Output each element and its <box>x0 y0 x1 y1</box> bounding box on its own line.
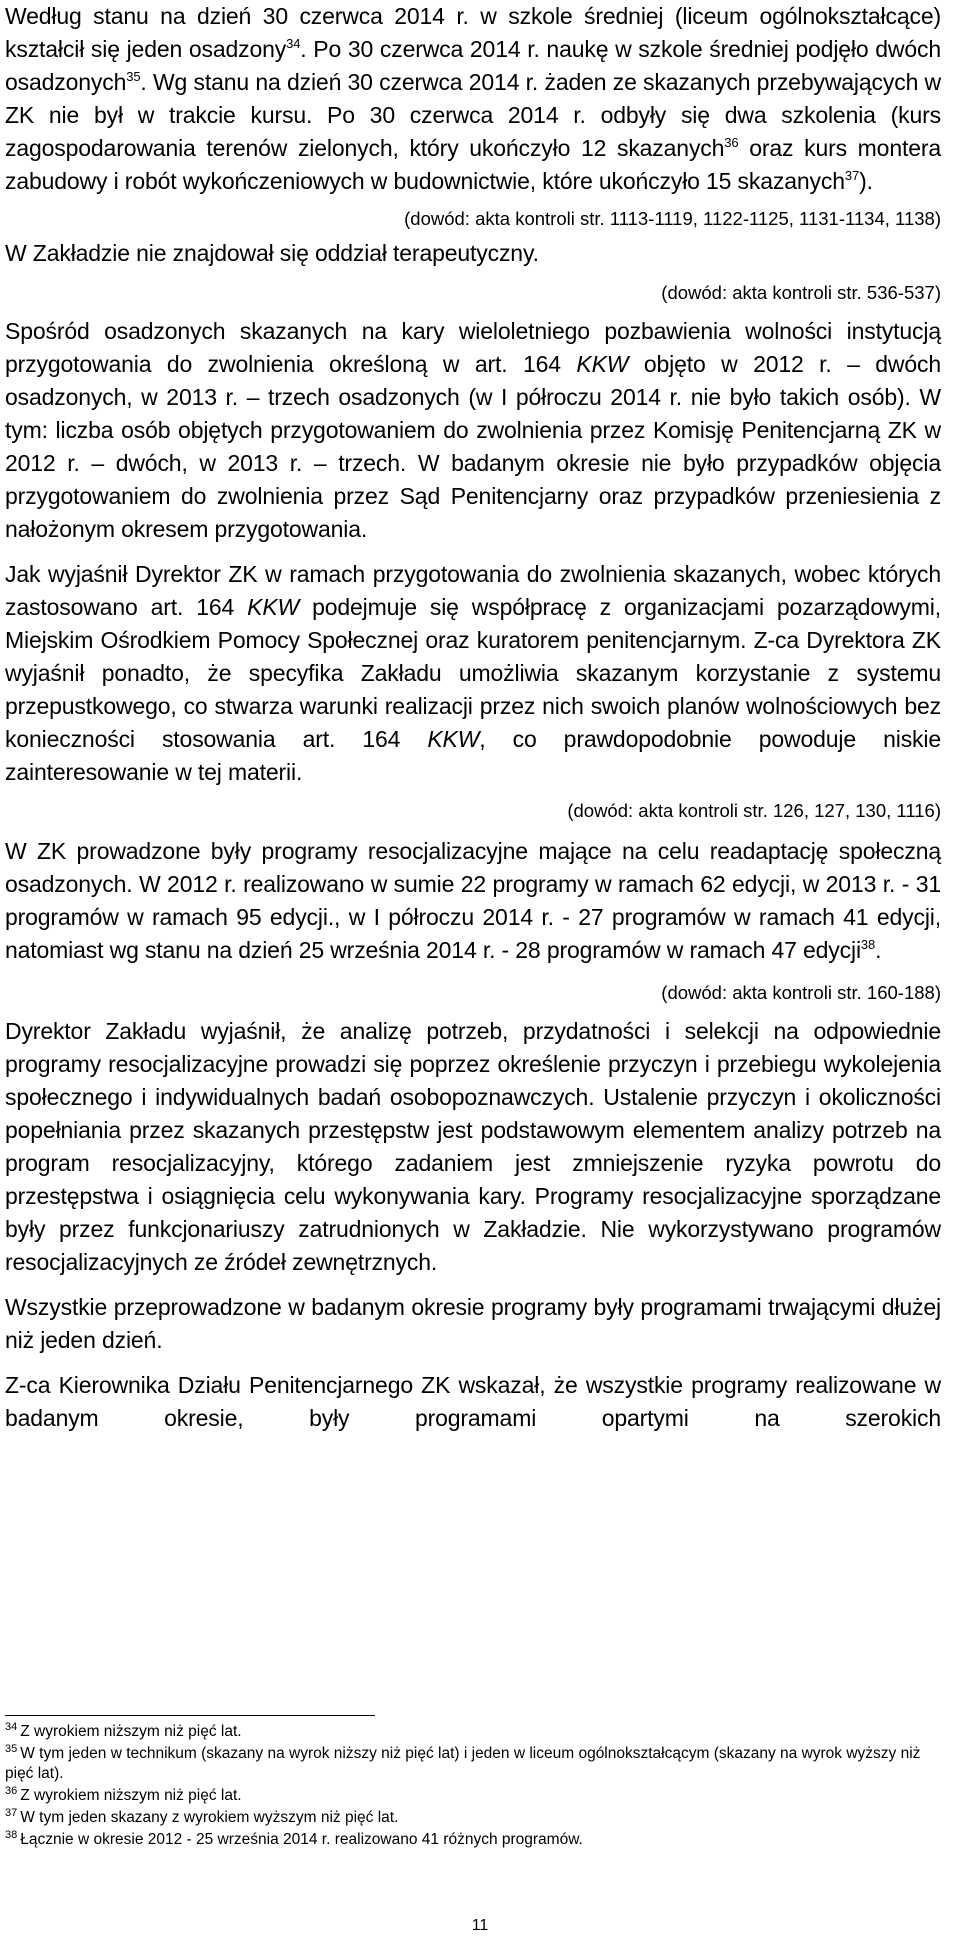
page-number: 11 <box>471 1917 489 1934</box>
footnote-38: $^{38}$ Łącznie w okresie 2012 - 25 września 2014 r. realizowano 41 różnych programów. <box>5 1829 583 1848</box>
footnote-36: $^{36}$ Z wyrokiem niższym niż pięć lat. <box>5 1785 242 1804</box>
evidence-reference: (dowód: akta kontroli str. 1113-1119, 1122-1125, 1131-1134, 1138) <box>404 208 941 229</box>
footnote-ref-38: 38 <box>860 937 876 952</box>
footnote-ref-35: 35 <box>126 69 141 84</box>
paragraph-programs: W ZK prowadzone były programy resocjalizacyjne mające na celu readaptację społeczną osadzonych. W 2012 r. realizowano w sumie 22 programy w ramach 62 edycji, w 2013 r. - 31 programów w ramach 95 edycji., w I półroczu 2014 r. - 27 programów w ramach 41 edycji, natomiast wg stanu na dzień 25 września 2014 r. - 28 programów w ramach 47 edycji$^{38}$. <box>5 838 941 963</box>
paragraph-program-duration: Wszystkie przeprowadzone w badanym okresie programy były programami trwającymi dłużej niż jeden dzień. <box>5 1294 941 1353</box>
footnote-37: $^{37}$ W tym jeden skazany z wyrokiem wyższym niż pięć lat. <box>5 1807 399 1826</box>
footnote-ref-34: 34 <box>286 36 301 51</box>
evidence-reference: (dowód: akta kontroli str. 536-537) <box>661 282 941 303</box>
footnote-34: $^{34}$ Z wyrokiem niższym niż pięć lat. <box>5 1721 242 1740</box>
paragraph-deputy-head: Z-ca Kierownika Działu Penitencjarnego ZK wskazał, że wszystkie programy realizowane w badanym okresie, były programami opartymi na szerokich <box>5 1372 941 1431</box>
footnote-35: $^{35}$ W tym jeden w technikum (skazany na wyrok niższy niż pięć lat) i jeden w liceum ogólnokształcącym (skazany na wyrok wyższy niż pięć lat). <box>5 1743 921 1782</box>
evidence-reference: (dowód: akta kontroli str. 126, 127, 130, 1116) <box>567 800 941 821</box>
paragraph-therapy-ward: W Zakładzie nie znajdował się oddział terapeutyczny. <box>5 240 539 266</box>
footnote-divider <box>5 1715 375 1716</box>
footnote-ref-37: 37 <box>844 168 860 183</box>
footnote-ref-36: 36 <box>724 135 739 150</box>
paragraph-education: Według stanu na dzień 30 czerwca 2014 r. w szkole średniej (liceum ogólnokształcące) kształcił się jeden osadzony$^{34}$. Po 30 czerwca 2014 r. naukę w szkole średniej podjęło dwóch osadzonych$^{35}$. Wg stanu na dzień 30 czerwca 2014 r. żaden ze skazanych przebywających w ZK nie był w trakcie kursu. Po 30 czerwca 2014 r. odbyły się dwa szkolenia (kurs zagospodarowania terenów zielonych, który ukończyło 12 skazanych$^{36}$ oraz kurs montera zabudowy i robót wykończeniowych w budownictwie, które ukończyło 15 skazanych$^{37}$). <box>5 3 942 194</box>
paragraph-director-explanation: Jak wyjaśnił Dyrektor ZK w ramach przygotowania do zwolnienia skazanych, wobec których zastosowano art. 164 KKW podejmuje się współpracę z organizacjami pozarządowymi, Miejskim Ośrodkiem Pomocy Społecznej oraz kuratorem penitencjarnym. Z-ca Dyrektora ZK wyjaśnił ponadto, że specyfika Zakładu umożliwia skazanym korzystanie z systemu przepustkowego, co stwarza warunki realizacji przez nich swoich planów wolnościowych bez konieczności stosowania art. 164 KKW, co prawdopodobnie powoduje niskie zainteresowanie w tej materii. <box>5 561 941 785</box>
evidence-reference: (dowód: akta kontroli str. 160-188) <box>661 982 941 1003</box>
footnotes <box>5 1722 941 1852</box>
paragraph-needs-analysis: Dyrektor Zakładu wyjaśnił, że analizę potrzeb, przydatności i selekcji na odpowiednie programy resocjalizacyjne prowadzi się poprzez określenie przyczyn i przebiegu wykolejenia społecznego i indywidualnych badań osobopoznawczych. Ustalenie przyczyn i okoliczności popełniania przez skazanych przestępstw jest podstawowym elementem analizy potrzeb na program resocjalizacyjny, którego zadaniem jest zmniejszenie ryzyka powrotu do przestępstwa i osiągnięcia celu wykonywania kary. Programy resocjalizacyjne sporządzane były przez funkcjonariuszy zatrudnionych w Zakładzie. Nie wykorzystywano programów resocjalizacyjnych ze źródeł zewnętrznych. <box>5 1018 941 1275</box>
paragraph-release-preparation: Spośród osadzonych skazanych na kary wieloletniego pozbawienia wolności instytucją przygotowania do zwolnienia określoną w art. 164 KKW objęto w 2012 r. – dwóch osadzonych, w 2013 r. – trzech osadzonych (w I półroczu 2014 r. nie było takich osób). W tym: liczba osób objętych przygotowaniem do zwolnienia przez Komisję Penitencjarną ZK w 2012 r. – dwóch, w 2013 r. – trzech. W badanym okresie nie było przypadków objęcia przygotowaniem do zwolnienia przez Sąd Penitencjarny oraz przypadków przeniesienia z nałożonym okresem przygotowania. <box>5 318 941 542</box>
